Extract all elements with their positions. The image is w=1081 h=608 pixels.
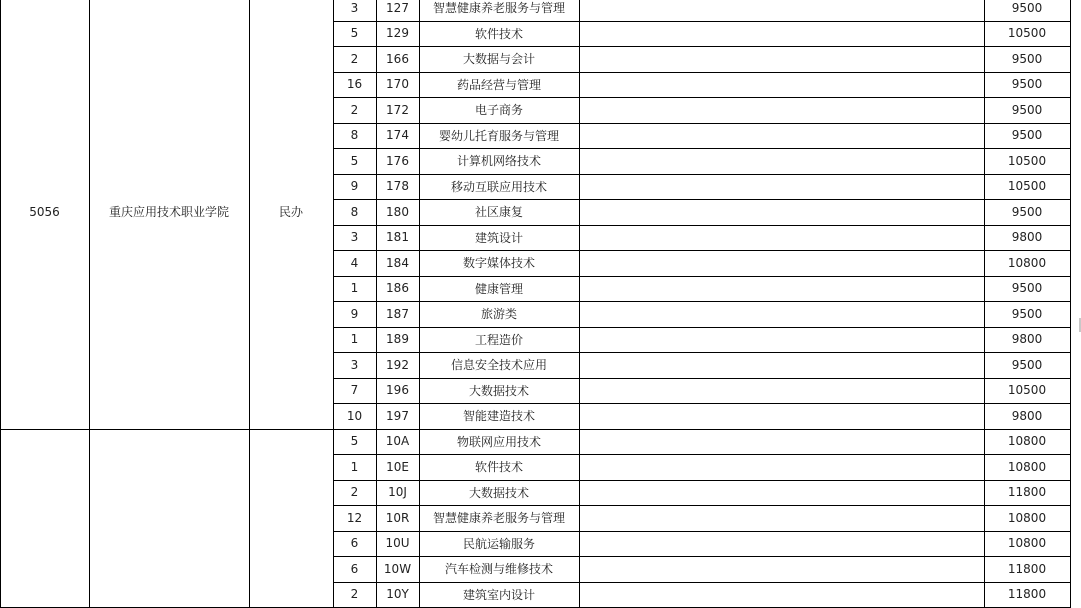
tuition-fee-cell: 9500 <box>1011 306 1043 321</box>
major-code-cell: 178 <box>386 179 409 194</box>
grid-hline <box>333 505 1071 506</box>
major-name-cell: 智能建造技术 <box>462 409 535 424</box>
major-code-cell: 174 <box>386 128 409 143</box>
tuition-fee-cell: 9800 <box>1011 408 1043 423</box>
plan-count-cell: 7 <box>350 383 359 398</box>
grid-hline <box>333 582 1071 583</box>
note-cell <box>579 72 984 98</box>
plan-count-cell: 2 <box>350 102 359 117</box>
plan-count-cell: 8 <box>350 128 359 143</box>
grid-hline <box>333 531 1071 532</box>
major-name-cell: 民航运输服务 <box>462 536 535 551</box>
plan-count-cell: 12 <box>346 510 363 525</box>
grid-vline <box>579 0 580 608</box>
school-code-cell <box>0 429 89 608</box>
note-cell <box>579 454 984 480</box>
grid-hline <box>333 46 1071 47</box>
note-cell <box>579 378 984 404</box>
plan-count-cell: 4 <box>350 255 359 270</box>
tuition-fee-cell: 9500 <box>1011 51 1043 66</box>
major-code-cell: 186 <box>386 281 409 296</box>
note-cell <box>579 199 984 225</box>
tuition-fee-cell: 9500 <box>1011 102 1043 117</box>
major-name-cell: 物联网应用技术 <box>456 434 541 449</box>
tuition-fee-cell: 9500 <box>1011 357 1043 372</box>
grid-vline <box>249 0 250 608</box>
tuition-fee-cell: 10500 <box>1007 26 1047 41</box>
major-name-cell: 工程造价 <box>474 332 523 347</box>
plan-count-cell: 2 <box>350 485 359 500</box>
grid-vline <box>376 0 377 608</box>
grid-hline <box>333 454 1071 455</box>
major-code-cell: 166 <box>386 51 409 66</box>
major-name-cell: 移动互联应用技术 <box>450 179 547 194</box>
school-type-cell <box>249 429 333 608</box>
school-name-cell: 重庆应用技术职业学院 <box>108 205 229 220</box>
tuition-fee-cell: 10800 <box>1007 255 1047 270</box>
grid-hline <box>333 97 1071 98</box>
major-name-cell: 电子商务 <box>474 103 523 118</box>
plan-count-cell: 10 <box>346 408 363 423</box>
grid-hline <box>333 378 1071 379</box>
grid-hline <box>333 403 1071 404</box>
tuition-fee-cell: 11800 <box>1007 485 1047 500</box>
plan-count-cell: 16 <box>346 77 363 92</box>
major-code-cell: 10Y <box>386 587 409 602</box>
plan-count-cell: 1 <box>350 332 359 347</box>
plan-count-cell: 1 <box>350 281 359 296</box>
major-code-cell: 181 <box>386 230 409 245</box>
tuition-fee-cell: 11800 <box>1007 561 1047 576</box>
tuition-fee-cell: 9500 <box>1011 77 1043 92</box>
grid-hline <box>333 327 1071 328</box>
major-name-cell: 社区康复 <box>474 205 523 220</box>
major-code-cell: 196 <box>386 383 409 398</box>
major-code-cell: 127 <box>386 0 409 15</box>
major-name-cell: 汽车检测与维修技术 <box>444 562 553 577</box>
plan-count-cell: 3 <box>350 0 359 15</box>
major-name-cell: 数字媒体技术 <box>462 256 535 271</box>
note-cell <box>579 352 984 378</box>
major-code-cell: 10E <box>386 459 409 474</box>
major-name-cell: 大数据技术 <box>468 383 529 398</box>
note-cell <box>579 21 984 47</box>
plan-count-cell: 9 <box>350 179 359 194</box>
note-cell <box>579 301 984 327</box>
tuition-fee-cell: 11800 <box>1007 587 1047 602</box>
tuition-fee-cell: 10800 <box>1007 459 1047 474</box>
grid-vline <box>89 0 90 608</box>
grid-hline <box>333 72 1071 73</box>
grid-hline <box>333 123 1071 124</box>
grid-vline <box>0 0 1 608</box>
note-cell <box>579 174 984 200</box>
plan-count-cell: 6 <box>350 561 359 576</box>
major-code-cell: 10J <box>388 485 407 500</box>
major-name-cell: 大数据技术 <box>468 485 529 500</box>
major-code-cell: 10R <box>385 510 410 525</box>
major-name-cell: 大数据与会计 <box>462 52 535 67</box>
grid-hline <box>333 556 1071 557</box>
note-cell <box>579 0 984 21</box>
plan-count-cell: 1 <box>350 459 359 474</box>
grid-hline <box>333 199 1071 200</box>
major-code-cell: 187 <box>386 306 409 321</box>
major-name-cell: 软件技术 <box>474 26 523 41</box>
school-code-cell: 5056 <box>29 204 60 219</box>
grid-hline <box>333 480 1071 481</box>
tuition-fee-cell: 10800 <box>1007 510 1047 525</box>
plan-count-cell: 2 <box>350 51 359 66</box>
grid-hline <box>333 352 1071 353</box>
note-cell <box>579 225 984 251</box>
note-cell <box>579 505 984 531</box>
tuition-fee-cell: 10800 <box>1007 434 1047 449</box>
plan-count-cell: 5 <box>350 434 359 449</box>
grid-hline <box>333 21 1071 22</box>
major-code-cell: 170 <box>386 77 409 92</box>
school-name-cell <box>89 429 249 608</box>
plan-count-cell: 3 <box>350 357 359 372</box>
major-code-cell: 172 <box>386 102 409 117</box>
major-code-cell: 10U <box>385 536 410 551</box>
major-code-cell: 176 <box>386 153 409 168</box>
tuition-fee-cell: 9500 <box>1011 204 1043 219</box>
plan-count-cell: 9 <box>350 306 359 321</box>
major-name-cell: 智慧健康养老服务与管理 <box>432 1 565 16</box>
note-cell <box>579 327 984 353</box>
tuition-fee-cell: 10500 <box>1007 383 1047 398</box>
note-cell <box>579 97 984 123</box>
note-cell <box>579 582 984 608</box>
grid-hline <box>333 225 1071 226</box>
grid-hline <box>0 429 1071 430</box>
tuition-fee-cell: 9800 <box>1011 332 1043 347</box>
note-cell <box>579 531 984 557</box>
grid-hline <box>333 148 1071 149</box>
major-name-cell: 建筑设计 <box>474 230 523 245</box>
grid-hline <box>333 301 1071 302</box>
note-cell <box>579 276 984 302</box>
note-cell <box>579 148 984 174</box>
major-name-cell: 信息安全技术应用 <box>450 358 547 373</box>
tuition-fee-cell: 9500 <box>1011 128 1043 143</box>
note-cell <box>579 46 984 72</box>
plan-count-cell: 5 <box>350 153 359 168</box>
tuition-fee-cell: 9500 <box>1011 281 1043 296</box>
note-cell <box>579 123 984 149</box>
major-code-cell: 197 <box>386 408 409 423</box>
plan-count-cell: 3 <box>350 230 359 245</box>
plan-count-cell: 2 <box>350 587 359 602</box>
tuition-fee-cell: 10500 <box>1007 153 1047 168</box>
major-code-cell: 189 <box>386 332 409 347</box>
plan-count-cell: 8 <box>350 204 359 219</box>
note-cell <box>579 250 984 276</box>
grid-vline <box>333 0 334 608</box>
grid-vline <box>419 0 420 608</box>
plan-count-cell: 6 <box>350 536 359 551</box>
major-code-cell: 192 <box>386 357 409 372</box>
grid-hline <box>333 276 1071 277</box>
tuition-fee-cell: 10800 <box>1007 536 1047 551</box>
major-name-cell: 智慧健康养老服务与管理 <box>432 511 565 526</box>
grid-vline <box>1070 0 1071 608</box>
note-cell <box>579 403 984 429</box>
major-name-cell: 软件技术 <box>474 460 523 475</box>
major-code-cell: 10W <box>383 561 412 576</box>
major-code-cell: 129 <box>386 26 409 41</box>
note-cell <box>579 556 984 582</box>
grid-hline <box>333 174 1071 175</box>
major-code-cell: 180 <box>386 204 409 219</box>
note-cell <box>579 480 984 506</box>
plan-count-cell: 5 <box>350 26 359 41</box>
tuition-fee-cell: 9500 <box>1011 0 1043 15</box>
major-name-cell: 健康管理 <box>474 281 523 296</box>
major-code-cell: 184 <box>386 255 409 270</box>
major-name-cell: 婴幼儿托育服务与管理 <box>438 128 559 143</box>
tuition-fee-cell: 10500 <box>1007 179 1047 194</box>
major-name-cell: 计算机网络技术 <box>456 154 541 169</box>
school-type-cell: 民办 <box>278 205 303 220</box>
grid-vline <box>984 0 985 608</box>
major-code-cell: 10A <box>385 434 410 449</box>
tuition-fee-cell: 9800 <box>1011 230 1043 245</box>
major-name-cell: 建筑室内设计 <box>462 587 535 602</box>
major-name-cell: 旅游类 <box>480 307 517 322</box>
note-cell <box>579 429 984 455</box>
grid-hline <box>333 250 1071 251</box>
major-name-cell: 药品经营与管理 <box>456 77 541 92</box>
